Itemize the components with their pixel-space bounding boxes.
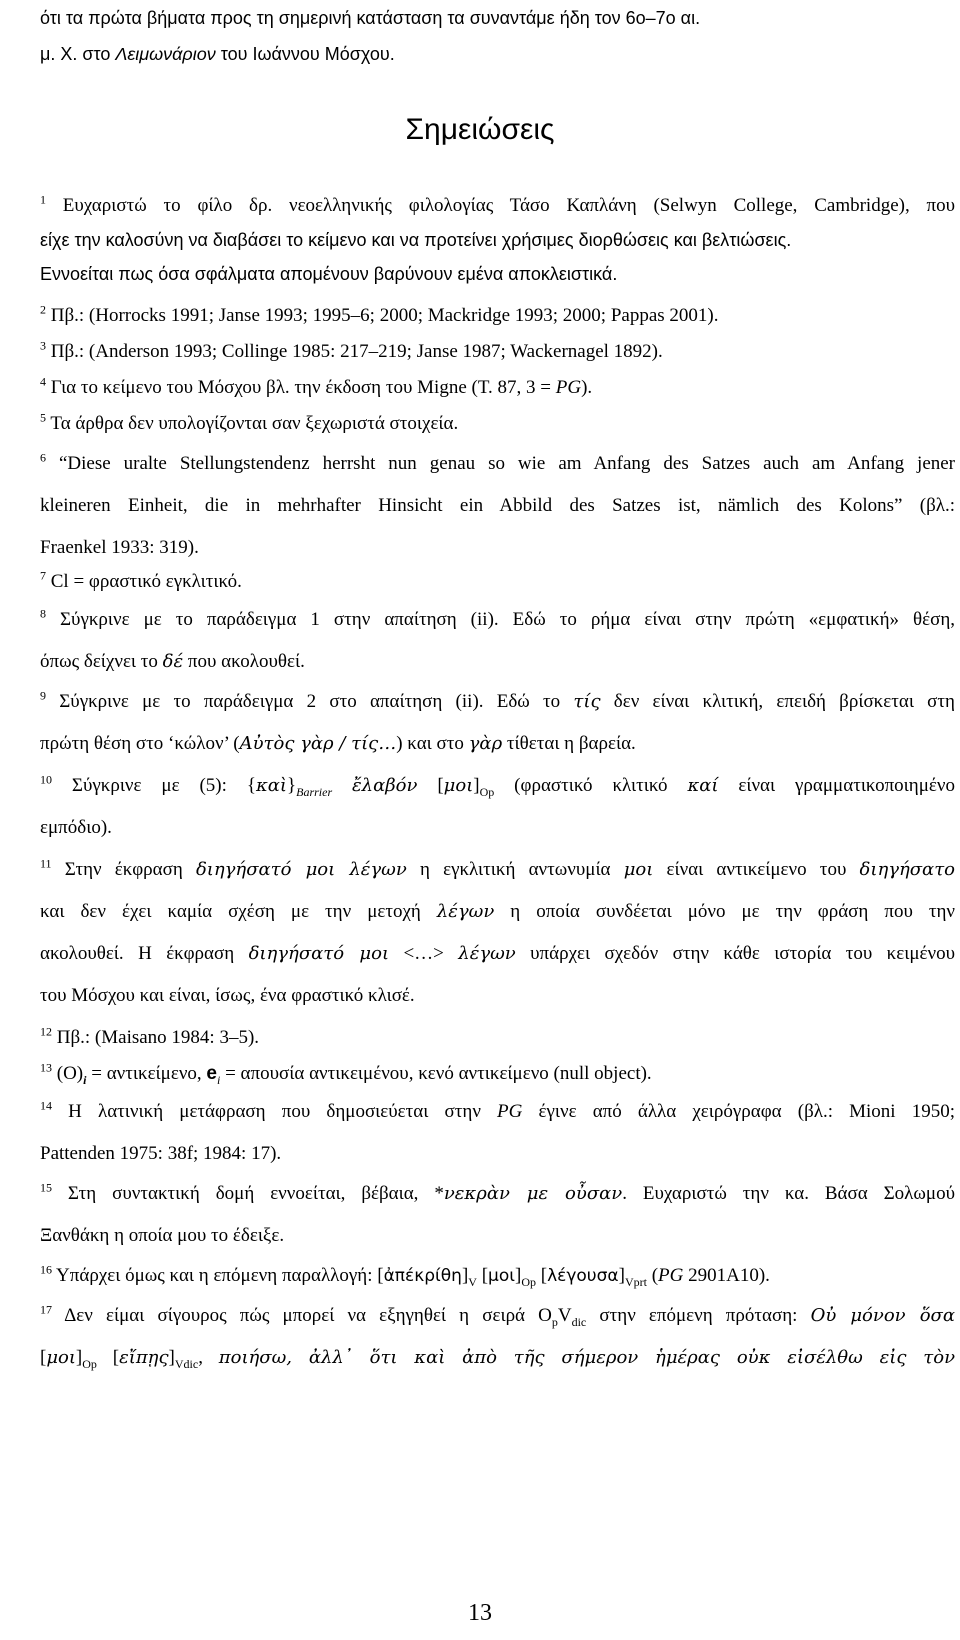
footnote-9 (40, 688, 955, 758)
footnote-number: 12 (40, 1024, 52, 1039)
text-run: V (557, 1305, 572, 1326)
footnote-number: 4 (40, 374, 46, 389)
footnote-line: του Μόσχου και είναι, ίσως, ένα φραστικό κλισέ. (40, 985, 415, 1006)
greek-term: γὰρ (468, 733, 503, 754)
text-run: Cl = φραστικό εγκλιτικό. (50, 571, 242, 592)
footnote-number: 6 (40, 450, 46, 465)
subscript-label: i (83, 1072, 87, 1087)
footnote-number: 8 (40, 606, 46, 621)
text-run: είναι γραμματικοποιημένο (718, 775, 955, 796)
greek-term: μοι (443, 775, 474, 796)
subscript-label: Op (479, 784, 495, 799)
footnote-number: 11 (40, 856, 52, 871)
footnote-2 (40, 302, 955, 330)
subscript-label: dic (571, 1314, 587, 1329)
greek-term: διηγήσατο (859, 859, 956, 880)
footnote-11 (40, 856, 955, 1010)
footnote-line (40, 856, 955, 884)
greek-term: εἴπῃς (119, 1347, 169, 1368)
subscript-label: Barrier (296, 784, 333, 799)
section-heading: Σημειώσεις (405, 113, 555, 146)
text-run: που ακολουθεί. (183, 651, 305, 672)
text-run: Σύγκρινε με (5): { (71, 775, 256, 796)
text-run: ). (581, 377, 593, 398)
footnote-number: 14 (40, 1098, 52, 1113)
footnote-line (40, 1344, 955, 1372)
footnote-number: 13 (40, 1060, 52, 1075)
footnote-line: Fraenkel 1933: 319). (40, 537, 199, 558)
text-run: PG (658, 1265, 684, 1286)
footnote-line (40, 1098, 955, 1126)
footnote-number: 17 (40, 1302, 52, 1317)
footnote-line (40, 1180, 955, 1208)
greek-term: μοι (623, 859, 654, 880)
text-run: Ευχαριστώ το φίλο δρ. νεοελληνικής φιλολογίας Τάσο Καπλάνη (Selwyn College, Cambridge), που (62, 195, 955, 216)
subscript-label: p (551, 1314, 558, 1329)
text-run: 2901A10). (683, 1265, 770, 1286)
text-run: [ (417, 775, 444, 796)
footnote-number: 5 (40, 410, 46, 425)
footnote-8 (40, 606, 955, 676)
text-run: στην επόμενη πρόταση: (586, 1305, 811, 1326)
text-run: του Ιωάννου Μόσχου. (215, 44, 395, 64)
text-run: Τα άρθρα δεν υπολογίζονται σαν ξεχωριστά στοιχεία. (50, 413, 459, 434)
text-run: ) και στο (396, 733, 469, 754)
text-run: Πβ.: (Horrocks 1991; Janse 1993; 1995–6; 2000; Mackridge 1993; 2000; Pappas 2001). (50, 305, 719, 326)
subscript-label: Vprt (624, 1274, 647, 1289)
text-run: = απουσία αντικειμένου, κενό αντικείμενο (null object). (220, 1063, 652, 1084)
greek-term: μοι (46, 1347, 76, 1368)
text-run: , (198, 1347, 219, 1368)
greek-term: νεκρὰν με οὖσαν (443, 1183, 623, 1204)
page-number: 13 (468, 1600, 492, 1626)
text-run: <…> (389, 943, 459, 964)
greek-term: δέ (162, 651, 184, 672)
text-run: } (286, 775, 297, 796)
footnote-number: 2 (40, 302, 46, 317)
footnote-3 (40, 338, 955, 366)
subscript-label: Vdic (174, 1356, 199, 1371)
text-run: e (206, 1063, 217, 1084)
footnote-13 (40, 1060, 955, 1088)
text-run: PG (497, 1101, 523, 1122)
text-run: . Ευχαριστώ την κα. Βάσα Σολωμού (622, 1183, 955, 1204)
footnote-line: Ξανθάκη η οποία μου το έδειξε. (40, 1225, 285, 1246)
footnote-line (40, 450, 955, 478)
book-title: Λειμωνάριον (115, 44, 216, 64)
greek-term: καὶ (255, 775, 287, 796)
footnote-5 (40, 410, 955, 438)
text-run: ] (461, 1265, 469, 1286)
greek-term: τίς (573, 691, 601, 712)
text-run: δεν είναι κλιτική, επειδή βρίσκεται στη (600, 691, 955, 712)
footnote-number: 7 (40, 568, 46, 583)
footnote-line (40, 898, 955, 926)
footnote-line (40, 730, 955, 758)
footnote-number: 16 (40, 1262, 52, 1277)
text-run: τίθεται η βαρεία. (502, 733, 636, 754)
text-run: Υπάρχει όμως και η επόμενη παραλλογή: [ (56, 1265, 384, 1286)
text-run: PG (555, 377, 582, 398)
greek-term: διηγήσατό μοι λέγων (195, 859, 407, 880)
footnote-number: 10 (40, 772, 52, 787)
text-run: [ (476, 1265, 489, 1286)
footnote-number: 9 (40, 688, 46, 703)
footnote-line: Pattenden 1975: 38f; 1984: 17). (40, 1143, 282, 1164)
footnote-line (40, 648, 955, 676)
footnote-1 (40, 192, 955, 288)
footnote-line (40, 192, 955, 220)
text-run: μ. Χ. στο (40, 44, 116, 64)
footnote-12 (40, 1024, 955, 1052)
greek-term: ἀπέκρίθη (383, 1266, 462, 1286)
text-run: [ (96, 1347, 120, 1368)
footnote-number: 1 (40, 192, 46, 207)
text-run: [ (536, 1265, 548, 1286)
footnote-line: εμπόδιο). (40, 817, 112, 838)
text-run: = αντικείμενο, (86, 1063, 207, 1084)
text-run: η οποία συνδέεται μόνο με την φράση που την (494, 901, 955, 922)
greek-term: λέγουσα (547, 1266, 619, 1286)
text-run: ] (618, 1265, 625, 1286)
greek-term: Οὐ μόνον ὅσα (810, 1305, 955, 1326)
greek-term: μοι (488, 1266, 515, 1286)
text-run: Η λατινική μετάφραση που δημοσιεύεται στην (68, 1101, 498, 1122)
footnote-line (40, 772, 955, 800)
footnote-line (40, 606, 955, 634)
subscript-label: i (217, 1072, 221, 1087)
text-run: (O) (56, 1063, 84, 1084)
text-run: Δεν είμαι σίγουρος πώς μπορεί να εξηγηθεί η σειρά O (64, 1305, 552, 1326)
body-line: ότι τα πρώτα βήματα προς τη σημερινή κατάσταση τα συναντάμε ήδη τον 6ο–7ο αι. (40, 8, 701, 28)
text-run: ] (168, 1347, 175, 1368)
footnote-line: kleineren Einheit, die in mehrhafter Hinsicht ein Abbild des Satzes ist, nämlich des Kolons” (βλ.: (40, 495, 955, 516)
footnote-line (40, 688, 955, 716)
text-run: [ (40, 1347, 47, 1368)
text-run: υπάρχει σχεδόν στην κάθε ιστορία του κειμένου (515, 943, 955, 964)
greek-term: ἔλαβόν (352, 775, 418, 796)
text-run: ] (515, 1265, 522, 1286)
footnote-line (40, 1302, 955, 1330)
text-run: Πβ.: (Anderson 1993; Collinge 1985: 217–219; Janse 1987; Wackernagel 1892). (50, 341, 663, 362)
text-run: “Diese uralte Stellungstendenz herrsht nun genau so wie am Anfang des Satzes auch am Anfang jener (58, 453, 956, 474)
text-run: όπως δείχνει το (40, 651, 163, 672)
text-run: (φραστικό κλιτικό (494, 775, 688, 796)
greek-term: λέγων (458, 943, 516, 964)
text-run: ] (75, 1347, 83, 1368)
text-run: η εγκλιτική αντωνυμία (406, 859, 624, 880)
footnote-line: είχε την καλοσύνη να διαβάσει το κείμενο και να προτείνει χρήσιμες διορθώσεις και βελτιώσεις. (40, 230, 792, 250)
text-run: είναι αντικείμενο του (653, 859, 860, 880)
footnote-10 (40, 772, 955, 842)
footnote-6 (40, 450, 955, 562)
text-run: Στη συντακτική δομή εννοείται, βέβαια, * (67, 1183, 444, 1204)
footnote-17 (40, 1302, 955, 1372)
text-run: Σύγκρινε με το παράδειγμα 2 στο απαίτηση (ii). Εδώ το (59, 691, 574, 712)
greek-term: ποιήσω, ἀλλ᾽ ὅτι καὶ ἀπὸ τῆς σήμερον ἡμέρας οὐκ εἰσέλθω εἰς τὸν (218, 1347, 956, 1368)
text-run: πρώτη θέση στο ‘κώλον’ ( (40, 733, 240, 754)
greek-term: Αὐτὸς γὰρ / τίς… (239, 733, 397, 754)
subscript-label: V (468, 1274, 477, 1289)
text-run: ακολουθεί. Η έκφραση (40, 943, 249, 964)
subscript-label: Op (82, 1356, 97, 1371)
text-run: Πβ.: (Maisano 1984: 3–5). (56, 1027, 260, 1048)
footnote-4 (40, 374, 955, 402)
text-run: και δεν έχει καμία σχέση με την μετοχή (40, 901, 437, 922)
greek-term: λέγων (436, 901, 495, 922)
text-run: Για το κείμενο του Μόσχου βλ. την έκδοση του Migne (Τ. 87, 3 = (50, 377, 556, 398)
footnote-16 (40, 1262, 955, 1290)
body-text (40, 4, 955, 68)
footnote-line (40, 940, 955, 968)
text-run: Στην έκφραση (64, 859, 196, 880)
greek-term: καί (687, 775, 719, 796)
footnote-line: Εννοείται πως όσα σφάλματα απομένουν βαρύνουν εμένα αποκλειστικά. (40, 264, 618, 284)
footnote-number: 3 (40, 338, 46, 353)
footnote-number: 15 (40, 1180, 52, 1195)
footnote-14 (40, 1098, 955, 1168)
text-run: Σύγκρινε με το παράδειγμα 1 στην απαίτηση (ii). Εδώ το ρήμα είναι στην πρώτη «εμφατική» θέση, (60, 609, 956, 630)
text-run: ] (473, 775, 480, 796)
footnote-15 (40, 1180, 955, 1250)
body-line (40, 40, 955, 68)
text-run: έγινε από άλλα χειρόγραφα (βλ.: Mioni 1950; (522, 1101, 955, 1122)
footnote-7 (40, 568, 955, 596)
greek-term: διηγήσατό μοι (248, 943, 390, 964)
text-run: ( (646, 1265, 659, 1286)
subscript-label: Op (521, 1274, 536, 1289)
